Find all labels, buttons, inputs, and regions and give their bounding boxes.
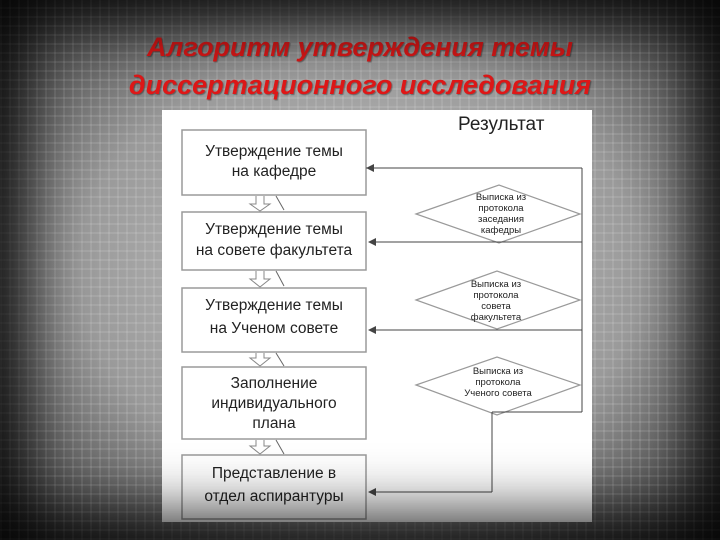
step-5-line-2: отдел аспирантуры (204, 488, 344, 505)
result-header: Результат (458, 114, 545, 135)
step-4 (182, 367, 366, 439)
step-2-line-1: Утверждение темы (205, 221, 343, 238)
result-3-line-1: Выписка из (472, 366, 524, 377)
step-3 (182, 288, 366, 352)
step-4-line-3: плана (252, 415, 296, 432)
result-3-diamond (416, 357, 580, 415)
step-1 (182, 130, 366, 195)
result-1-line-2: протокола (478, 203, 524, 214)
slide-title-line-1: Алгоритм утверждения темы (147, 32, 573, 62)
down-arrow-3 (250, 353, 284, 366)
result-3-line-3: Ученого совета (464, 388, 532, 399)
step-2 (182, 212, 366, 270)
down-arrow-2 (250, 271, 284, 287)
result-2-diamond (416, 271, 580, 329)
step-3-line-1: Утверждение темы (205, 297, 343, 314)
result-3-line-2: протокола (475, 377, 521, 388)
result-2-line-4: факультета (470, 312, 522, 323)
step-4-line-1: Заполнение (230, 375, 318, 392)
result-2-line-1: Выписка из (470, 279, 522, 290)
step-1-line-2: на кафедре (231, 163, 317, 180)
down-arrow-1 (250, 196, 284, 211)
step-2-line-2: на совете факультета (195, 242, 353, 259)
down-arrow-4 (250, 440, 284, 454)
flowchart-panel (162, 110, 592, 522)
step-3-line-2: на Ученом совете (209, 320, 339, 337)
result-2-line-2: протокола (473, 290, 519, 301)
result-1-line-3: заседания (478, 214, 524, 225)
flowchart-diagram (162, 110, 592, 522)
result-2-line-3: совета (481, 301, 511, 312)
step-4-line-2: индивидуального (211, 395, 337, 412)
result-1-line-4: кафедры (480, 225, 522, 236)
step-5 (182, 455, 366, 519)
step-5-line-1: Представление в (211, 465, 337, 482)
result-1-diamond (416, 185, 580, 243)
result-1-line-1: Выписка из (475, 192, 527, 203)
slide-title-line-2: диссертационного исследования (128, 70, 592, 100)
step-1-line-1: Утверждение темы (205, 143, 343, 160)
slide-title (0, 28, 720, 104)
